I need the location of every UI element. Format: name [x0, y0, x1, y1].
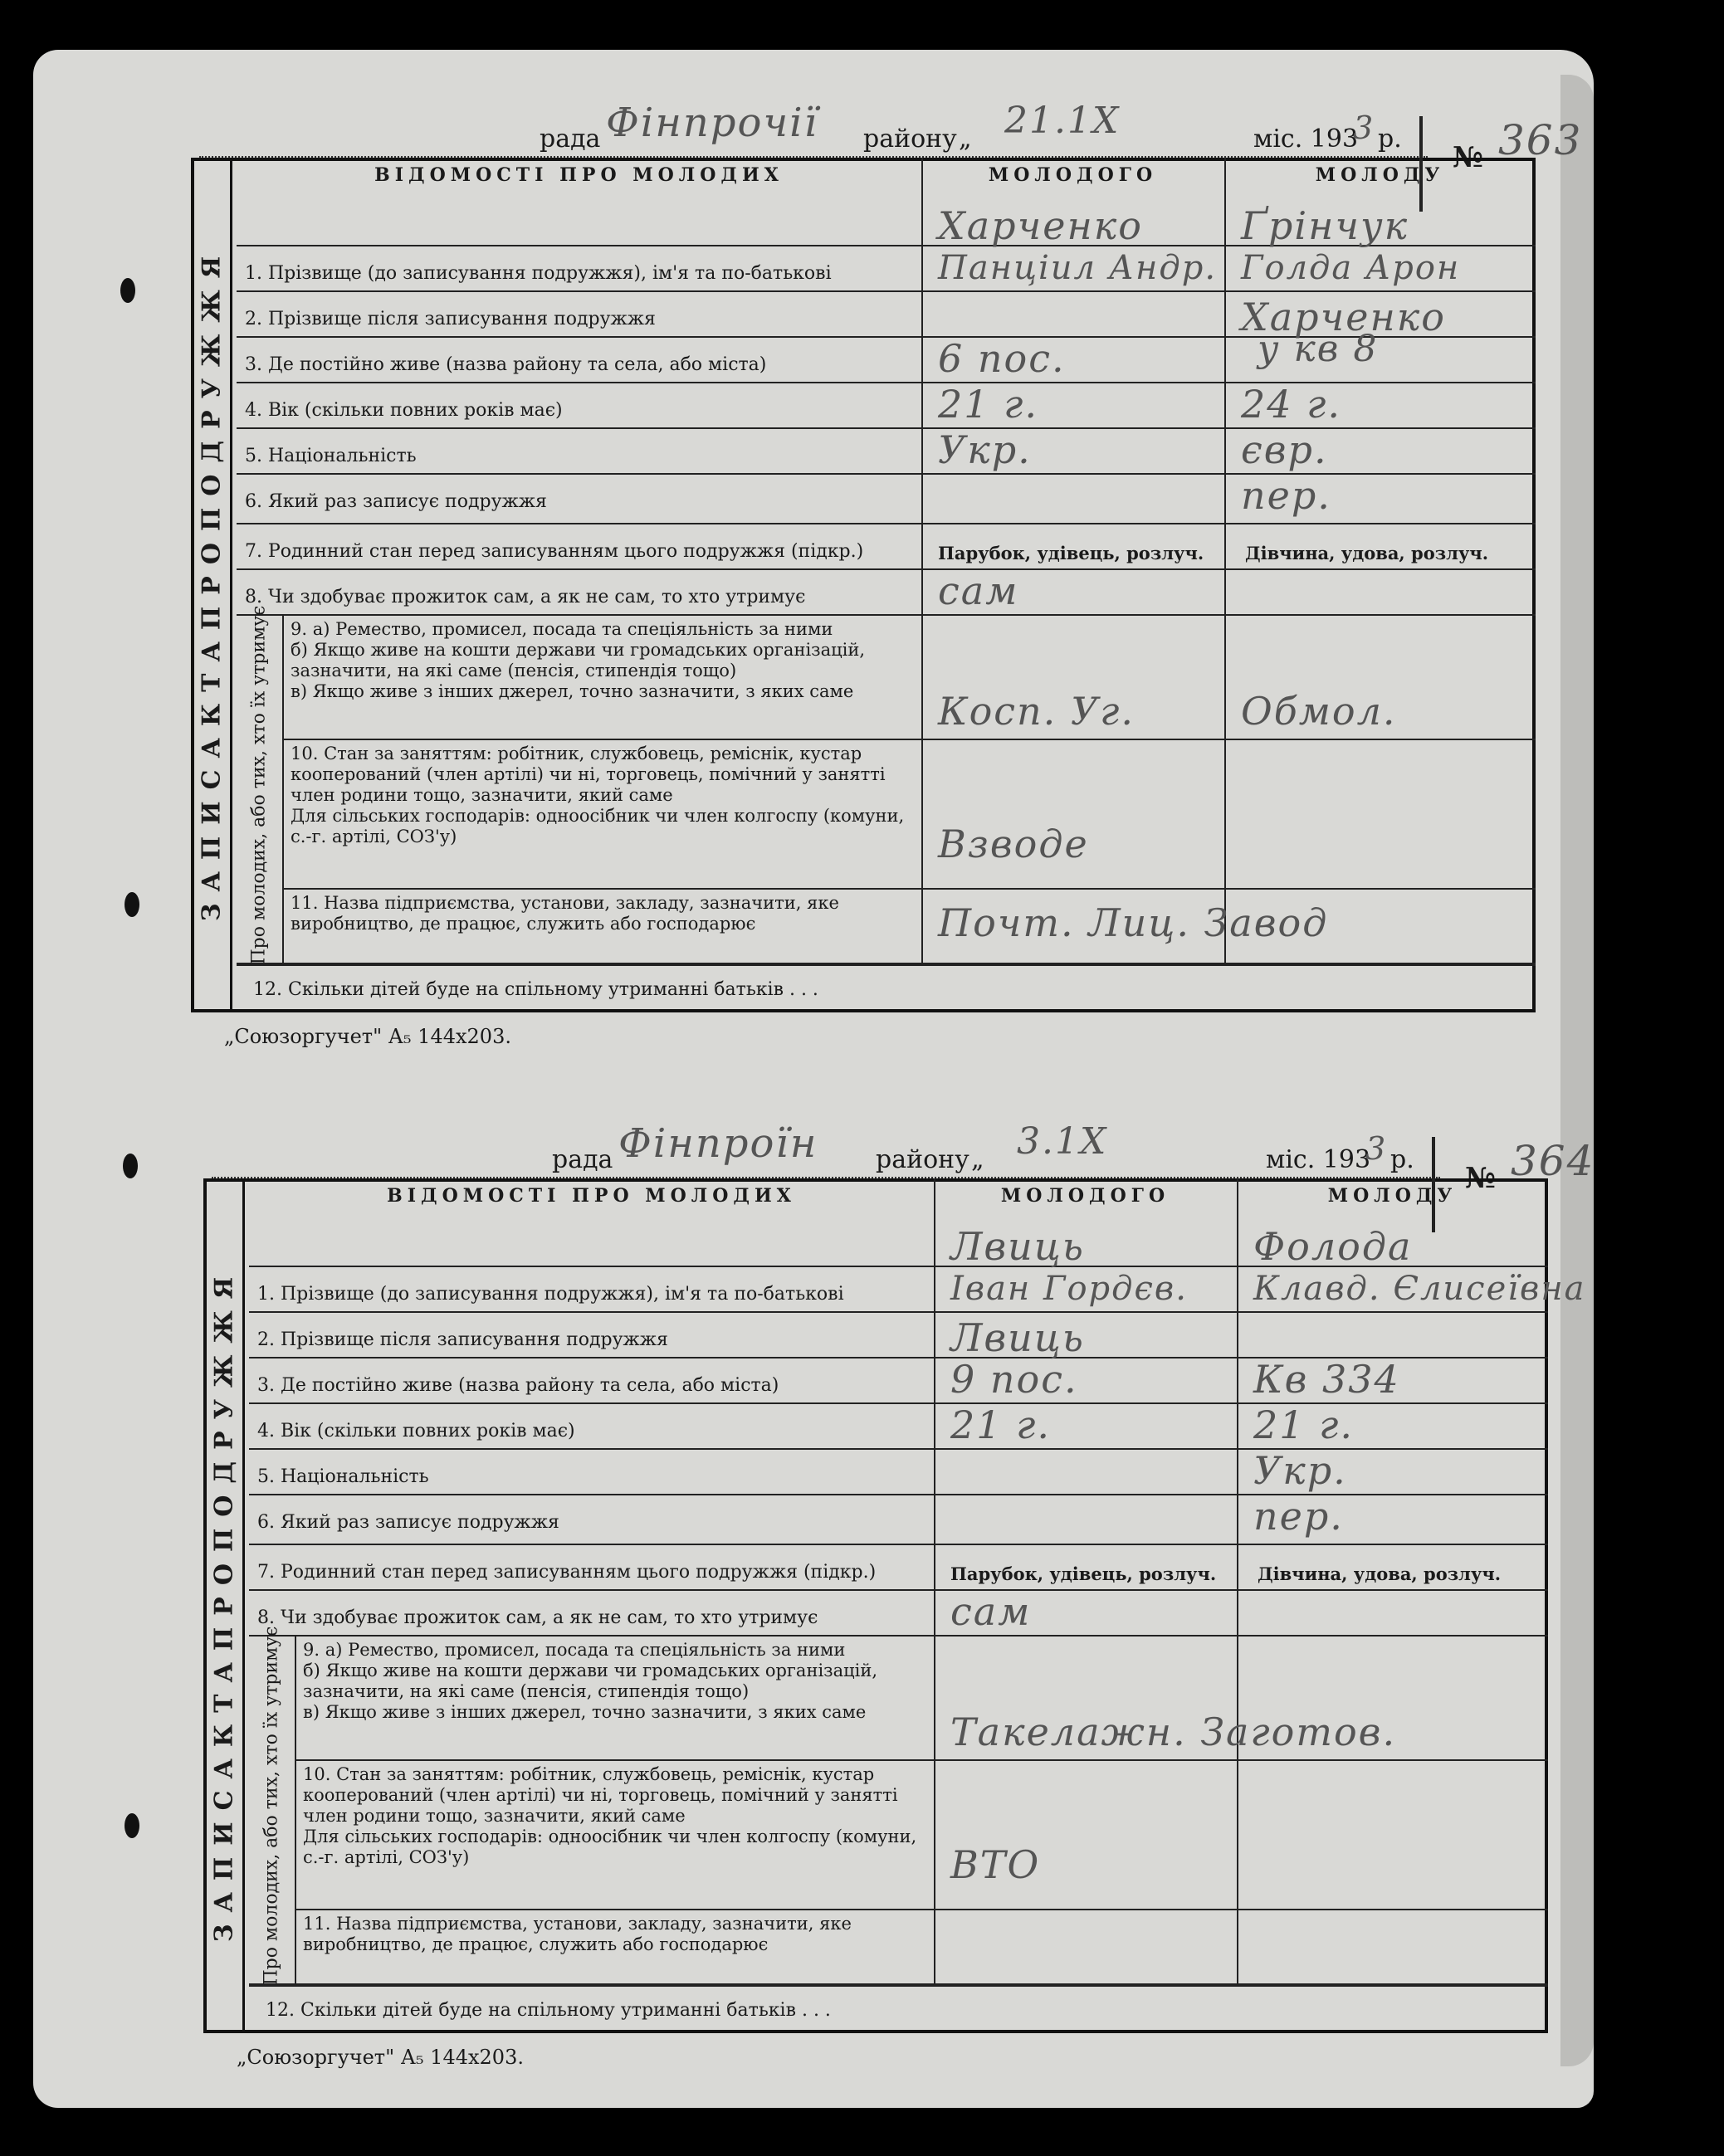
row-divider	[249, 1589, 1548, 1591]
marriage-record-form-1	[191, 100, 1583, 1048]
hw-groom-10[interactable]: Косп. Уг.	[938, 689, 1135, 734]
hw-rada[interactable]: Фінпроїн	[618, 1120, 818, 1167]
hw-rayon[interactable]: 21.1Х	[1004, 100, 1121, 142]
row-divider	[249, 1983, 1548, 1987]
question-10: 10. Стан за заняттям: робітник, службовець, реміснік, кустар кооперований (член артілі) чи ні, торговець, помічний у занятті член родини тощо, зазначити, який саме Для сільських господарів: одноосібник чи член колгоспу (комуни, с.-г. артілі, СОЗ'у)	[291, 744, 905, 846]
hw-bride-1[interactable]: Фолода	[1253, 1224, 1413, 1269]
hw-groom-5[interactable]: 21 г.	[950, 1402, 1052, 1447]
hw-groom-12[interactable]: Почт. Лиц. Завод	[938, 900, 1329, 945]
row-divider	[249, 1311, 1548, 1313]
bride-col-line	[1224, 158, 1226, 963]
r-label: р.	[1378, 124, 1402, 154]
row-divider	[282, 888, 1536, 890]
hw-bride-2[interactable]: Клавд. Єлисеївна	[1253, 1270, 1586, 1308]
record-title: ЗАПИСАКТАПРОПОДРУЖЖЯ	[197, 244, 227, 922]
rada-label: рада	[540, 124, 601, 154]
question-12: 12. Скільки дітей буде на спільному утриманні батьків . . .	[266, 2000, 831, 2021]
question-5: 5. Національність	[245, 446, 417, 466]
bride-status-options[interactable]: Дівчина, удова, розлуч.	[1245, 543, 1489, 563]
hw-groom-2[interactable]: Іван Гордєв.	[950, 1270, 1188, 1308]
hw-number[interactable]: 364	[1511, 1137, 1595, 1185]
hw-bride-address[interactable]: у кв 8	[1258, 328, 1379, 370]
question-2: 2. Прізвище після записування подружжя	[257, 1329, 668, 1350]
number-label: №	[1453, 141, 1483, 174]
hw-groom-2[interactable]: Панціил Андр.	[938, 249, 1218, 287]
col-head-bride: МОЛОДУ	[1327, 1185, 1458, 1207]
hw-bride-4[interactable]: Кв 334	[1253, 1357, 1400, 1402]
col-head-info: ВІДОМОСТІ ПРО МОЛОДИХ	[374, 164, 784, 186]
hw-year[interactable]: 3	[1353, 110, 1375, 146]
row-divider	[237, 963, 1536, 966]
side-note: Про молодих, або тих, хто їх утримує	[261, 1626, 282, 1986]
r-label: р.	[1390, 1145, 1414, 1174]
rayon-quote: „	[959, 124, 972, 154]
side-note-line	[295, 1635, 296, 1983]
hw-groom-4[interactable]: 6 пос.	[938, 336, 1066, 381]
col-head-groom: МОЛОДОГО	[988, 164, 1158, 186]
groom-status-options[interactable]: Парубок, удівець, розлуч.	[938, 543, 1204, 563]
form-footer: „Союзоргучет" А₅ 144х203.	[237, 2046, 524, 2069]
hw-groom-5[interactable]: 21 г.	[938, 382, 1039, 427]
hw-bride-1[interactable]: Ґрінчук	[1241, 203, 1409, 248]
groom-status-options[interactable]: Парубок, удівець, розлуч.	[950, 1563, 1217, 1584]
hw-groom-9[interactable]: сам	[938, 568, 1019, 613]
question-2: 2. Прізвище після записування подружжя	[245, 309, 656, 329]
mis-label: міс. 193	[1253, 124, 1359, 154]
hw-bride-6[interactable]: євр.	[1241, 427, 1328, 472]
number-label: №	[1465, 1162, 1496, 1195]
question-6: 6. Який раз записує подружжя	[257, 1512, 559, 1533]
punch-hole	[125, 1813, 139, 1838]
hw-bride-5[interactable]: 24 г.	[1241, 382, 1342, 427]
question-8: 8. Чи здобуває прожиток сам, а як не сам, то хто утримує	[245, 587, 806, 607]
hw-bride-2[interactable]: Голда Арон	[1241, 249, 1461, 287]
hw-groom-4[interactable]: 9 пос.	[950, 1357, 1078, 1402]
hw-bride-7[interactable]: пер.	[1253, 1494, 1344, 1539]
hw-bride-3[interactable]: Харченко	[1241, 295, 1446, 339]
mis-label: міс. 193	[1266, 1145, 1371, 1174]
question-9: 9. а) Ремество, промисел, посада та спеціяльність за ними б) Якщо живе на кошти держави чи громадських організацій, зазначити, на які саме (пенсія, стипендія тощо) в) Якщо живе з інших джерел, точно зазначити, з яких саме	[291, 619, 866, 701]
row-divider	[249, 1494, 1548, 1495]
hw-groom-10[interactable]: Такелажн. Заготов.	[950, 1710, 1397, 1754]
row-divider	[295, 1909, 1548, 1910]
question-6: 6. Який раз записує подружжя	[245, 491, 547, 512]
question-3: 3. Де постійно живе (назва району та села, або міста)	[257, 1375, 779, 1396]
col-head-groom: МОЛОДОГО	[1000, 1185, 1170, 1207]
hw-groom-11[interactable]: ВТО	[950, 1842, 1041, 1887]
rayon-quote: „	[971, 1145, 984, 1174]
hw-groom-1[interactable]: Харченко	[938, 203, 1143, 248]
row-divider	[249, 1635, 1548, 1637]
groom-col-line	[921, 158, 923, 963]
form-footer: „Союзоргучет" А₅ 144х203.	[224, 1025, 511, 1048]
hw-groom-1[interactable]: Лвиць	[950, 1224, 1085, 1269]
hw-bride-6[interactable]: Укр.	[1253, 1448, 1347, 1493]
row-divider	[237, 290, 1536, 292]
row-divider	[237, 523, 1536, 524]
row-divider	[237, 568, 1536, 570]
row-divider	[237, 614, 1536, 616]
hw-groom-3[interactable]: Лвиць	[950, 1315, 1085, 1360]
row-divider	[249, 1544, 1548, 1545]
hw-rada[interactable]: Фінпрочії	[606, 100, 818, 146]
question-10: 10. Стан за заняттям: робітник, службовець, реміснік, кустар кооперований (член артілі) чи ні, торговець, помічний у занятті член родини тощо, зазначити, який саме Для сільських господарів: одноосібник чи член колгоспу (комуни, с.-г. артілі, СОЗ'у)	[303, 1764, 917, 1867]
question-4: 4. Вік (скільки повних років має)	[245, 400, 563, 421]
question-11: 11. Назва підприємства, установи, закладу, зазначити, яке виробництво, де працює, служить або господарює	[303, 1914, 852, 1954]
col-head-info: ВІДОМОСТІ ПРО МОЛОДИХ	[387, 1185, 796, 1207]
bride-col-line	[1237, 1178, 1238, 1983]
hw-groom-11[interactable]: Взводе	[938, 822, 1089, 866]
question-12: 12. Скільки дітей буде на спільному утриманні батьків . . .	[253, 979, 818, 1000]
punch-hole	[120, 278, 135, 303]
row-divider	[282, 739, 1536, 740]
groom-col-line	[934, 1178, 935, 1983]
side-note: Про молодих, або тих, хто їх утримує	[248, 605, 270, 965]
bride-status-options[interactable]: Дівчина, удова, розлуч.	[1258, 1563, 1502, 1584]
question-11: 11. Назва підприємства, установи, закладу, зазначити, яке виробництво, де працює, служить або господарює	[291, 893, 839, 934]
row-divider	[237, 427, 1536, 429]
col-head-bride: МОЛОДУ	[1315, 164, 1445, 186]
row-divider	[295, 1759, 1548, 1761]
question-4: 4. Вік (скільки повних років має)	[257, 1421, 575, 1441]
record-title: ЗАПИСАКТАПРОПОДРУЖЖЯ	[209, 1265, 239, 1943]
question-3: 3. Де постійно живе (назва району та села, або міста)	[245, 354, 767, 375]
hw-groom-9[interactable]: сам	[950, 1589, 1032, 1634]
question-1: 1. Прізвище (до записування подружжя), ім'я та по-батькові	[257, 1284, 844, 1305]
row-divider	[237, 473, 1536, 475]
hw-groom-6[interactable]: Укр.	[938, 427, 1032, 472]
rada-label: рада	[552, 1145, 613, 1174]
hw-bride-10[interactable]: Обмол.	[1241, 689, 1397, 734]
punch-hole	[125, 892, 139, 917]
hw-number[interactable]: 363	[1498, 116, 1583, 164]
question-7: 7. Родинний стан перед записуванням цього подружжя (підкр.)	[257, 1562, 877, 1583]
hw-bride-7[interactable]: пер.	[1241, 473, 1331, 518]
row-divider	[249, 1448, 1548, 1450]
hw-rayon[interactable]: 3.1Х	[1017, 1120, 1108, 1163]
marriage-record-form-2	[203, 1120, 1595, 2069]
rayon-label: району	[863, 124, 957, 154]
side-note-line	[282, 614, 284, 963]
rayon-label: району	[876, 1145, 969, 1174]
question-5: 5. Національність	[257, 1466, 429, 1487]
hw-year[interactable]: 3	[1365, 1130, 1388, 1167]
hw-bride-5[interactable]: 21 г.	[1253, 1402, 1355, 1447]
question-1: 1. Прізвище (до записування подружжя), ім'я та по-батькові	[245, 263, 832, 284]
punch-hole	[123, 1154, 138, 1178]
question-9: 9. а) Ремество, промисел, посада та спеціяльність за ними б) Якщо живе на кошти держави чи громадських організацій, зазначити, на які саме (пенсія, стипендія тощо) в) Якщо живе з інших джерел, точно зазначити, з яких саме	[303, 1640, 878, 1722]
question-8: 8. Чи здобуває прожиток сам, а як не сам, то хто утримує	[257, 1607, 818, 1628]
question-7: 7. Родинний стан перед записуванням цього подружжя (підкр.)	[245, 541, 864, 562]
